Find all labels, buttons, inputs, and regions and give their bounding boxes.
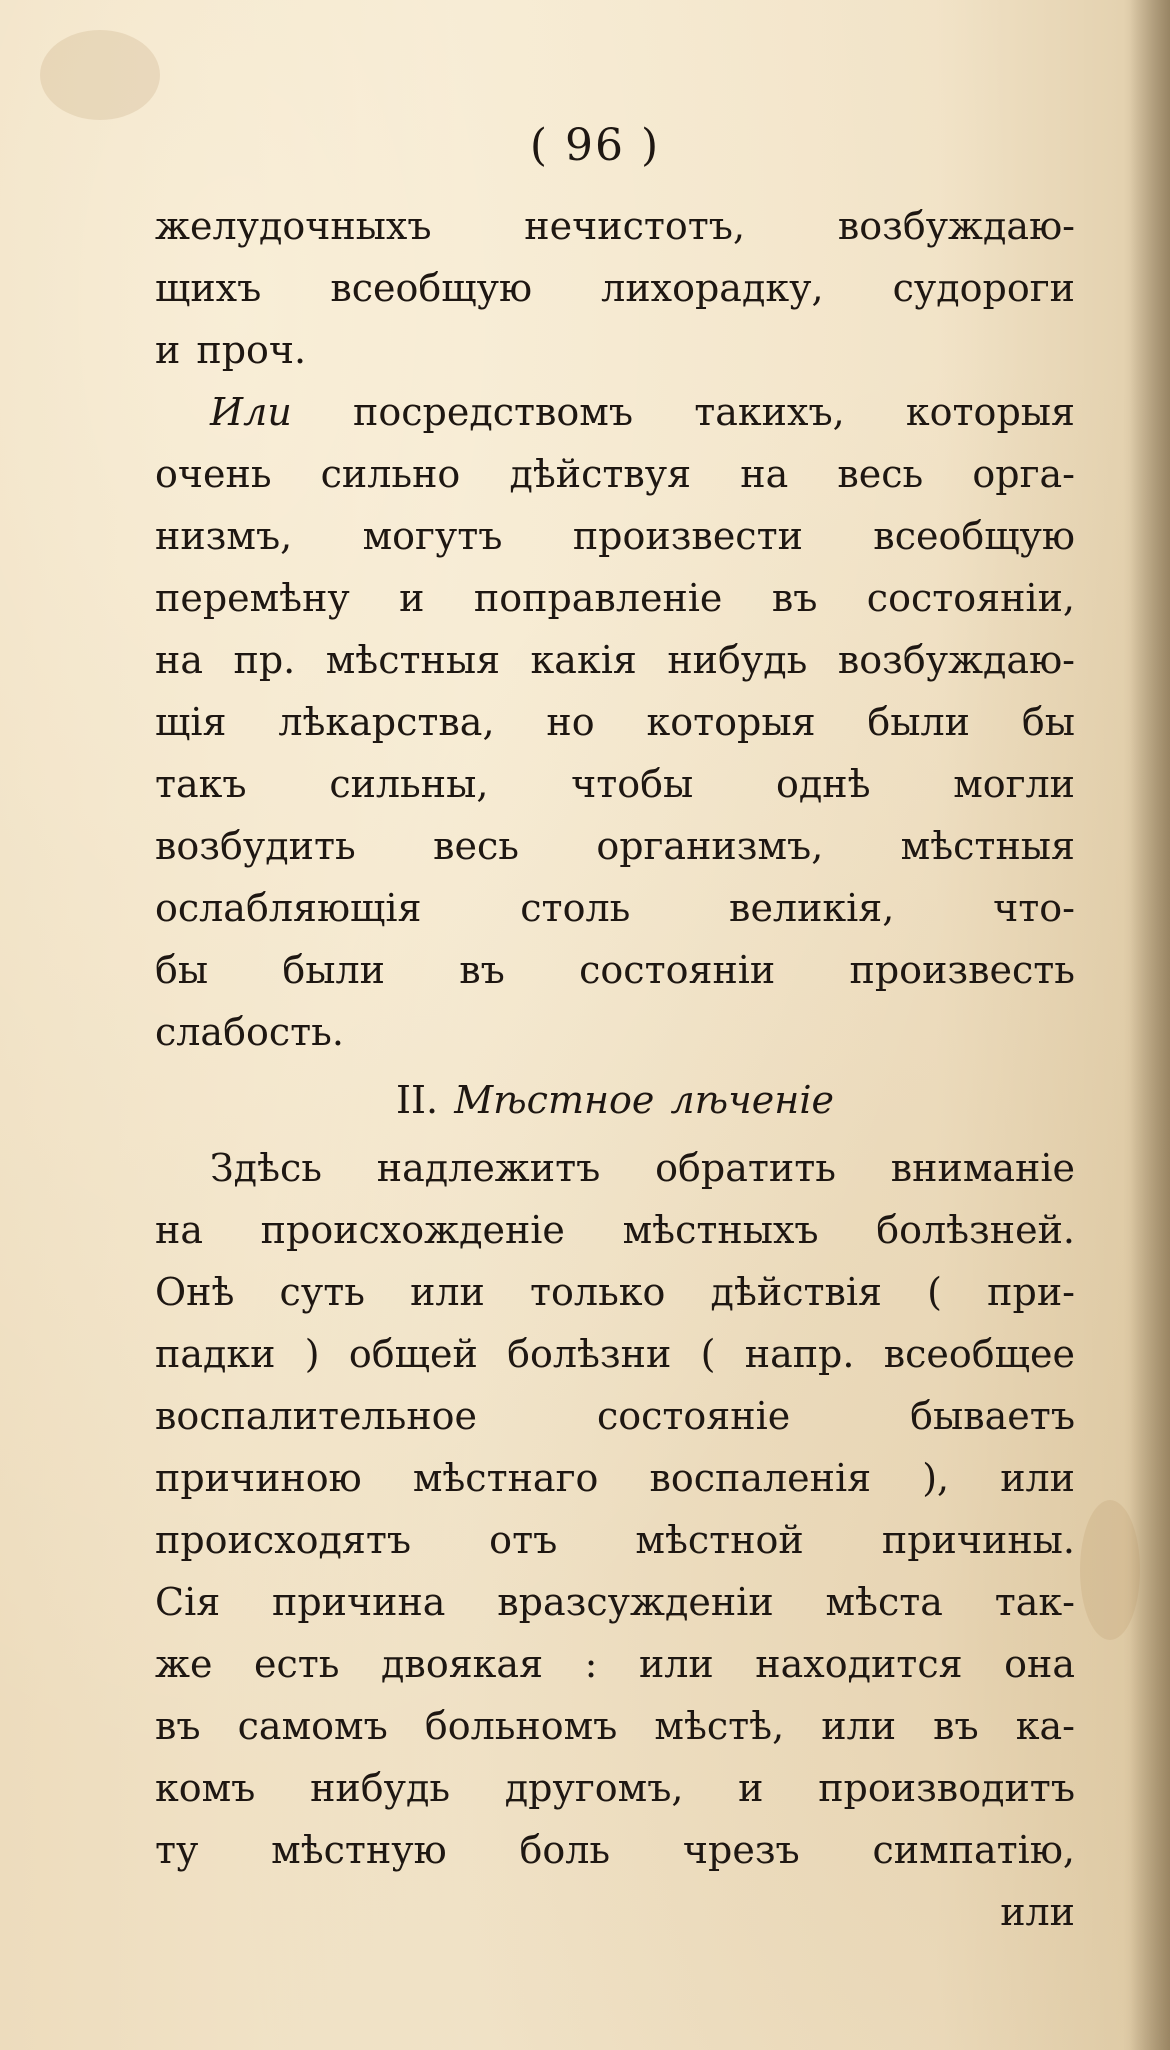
page-fold-shadow — [1130, 0, 1170, 2050]
paper-stain — [40, 30, 160, 120]
text-line — [210, 381, 1075, 443]
text-line: Здѣсь надлежитъ обратить вниманіе — [210, 1146, 1075, 1190]
text-line: и проч. — [155, 328, 307, 372]
text-line: такъ сильны, чтобы однѣ могли — [155, 762, 1075, 806]
text-line: причиною мѣстнаго воспаленія ), или — [155, 1456, 1075, 1500]
heading-number: II. — [396, 1078, 439, 1122]
text-line: ослабляющія столь великія, что- — [155, 886, 1075, 930]
text-line: падки ) общей болѣзни ( напр. всеобщее — [155, 1332, 1075, 1376]
text-line: низмъ, могутъ произвести всеобщую — [155, 514, 1075, 558]
text-line: происходятъ отъ мѣстной причины. — [155, 1518, 1075, 1562]
text-line: возбудить весь организмъ, мѣстныя — [155, 824, 1075, 868]
text-line: щія лѣкарства, но которыя были бы — [155, 700, 1075, 744]
catchword: или — [1000, 1890, 1075, 1934]
page-number: ( 96 ) — [529, 120, 661, 171]
paper-stain — [1080, 1500, 1140, 1640]
section-heading — [155, 1069, 1075, 1131]
text-line: Онѣ суть или только дѣйствія ( при- — [155, 1270, 1075, 1314]
text-line: воспалительное состояніе бываетъ — [155, 1394, 1075, 1438]
text-line: желудочныхъ нечистотъ, возбуждаю- — [155, 204, 1075, 248]
text-line: очень сильно дѣйствуя на весь орга- — [155, 452, 1075, 496]
text-line: на происхожденіе мѣстныхъ болѣзней. — [155, 1208, 1075, 1252]
heading-title: Мѣстное лѣченіе — [454, 1078, 834, 1122]
text-line: щихъ всеобщую лихорадку, судороги — [155, 266, 1075, 310]
text-line: слабость. — [155, 1010, 344, 1054]
text-line: въ самомъ больномъ мѣстѣ, или въ ка- — [155, 1704, 1075, 1748]
text-line-rest: посредствомъ такихъ, которыя — [353, 390, 1075, 434]
text-line: на пр. мѣстныя какія нибудь возбуждаю- — [155, 638, 1075, 682]
lead-word: Или — [210, 390, 292, 434]
text-line: Сія причина вразсужденіи мѣста так- — [155, 1580, 1075, 1624]
text-line: бы были въ состояніи произвесть — [155, 948, 1075, 992]
text-line: перемѣну и поправленіе въ состояніи, — [155, 576, 1075, 620]
text-line: ту мѣстную боль чрезъ симпатію, — [155, 1828, 1075, 1872]
text-line: комъ нибудь другомъ, и производитъ — [155, 1766, 1075, 1810]
text-line: же есть двоякая : или находится она — [155, 1642, 1075, 1686]
